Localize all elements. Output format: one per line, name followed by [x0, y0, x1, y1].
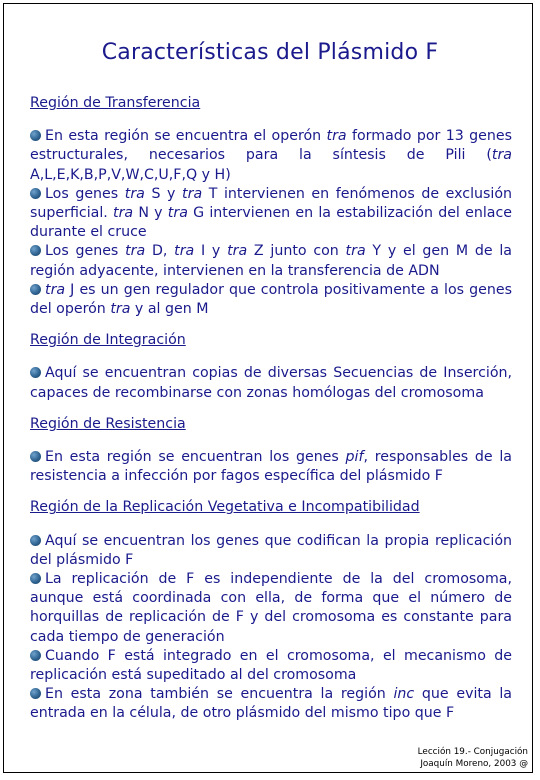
- bullet-dot-icon: [30, 688, 41, 699]
- bullet-dot-icon: [30, 284, 41, 295]
- section-heading: Región de la Replicación Vegetativa e Incompatibilidad: [30, 499, 420, 516]
- bullet-text: I y: [194, 243, 228, 260]
- bullet-text: En esta región se encuentran los genes: [45, 449, 346, 466]
- bullet-text: Los genes: [45, 243, 126, 260]
- italic-term: tra: [167, 205, 188, 222]
- bullet-item: [30, 127, 512, 185]
- bullet-text: A,L,E,K,B,P,V,W,C,U,F,Q y H): [30, 166, 231, 183]
- bullet-dot-icon: [30, 535, 41, 546]
- italic-term: tra: [125, 243, 146, 260]
- bullet-text: La replicación de F es independiente de la del cromosoma, aunque está coordinada con ella, de forma que el número de horquillas de replicación de F y del cromosoma es constante para cada tiempo de generación: [30, 571, 512, 645]
- bullet-text: , responsables de la resistencia a infección por fagos específica del plásmido F: [30, 449, 512, 485]
- bullet-list: [30, 532, 512, 724]
- section: [30, 415, 512, 487]
- bullet-text: En esta región se encuentra el operón: [45, 128, 327, 145]
- bullet-dot-icon: [30, 451, 41, 462]
- bullet-text: Z junto con: [247, 243, 346, 260]
- bullet-text: S y: [144, 185, 183, 202]
- content: [30, 94, 512, 724]
- italic-term: tra: [491, 147, 512, 164]
- bullet-item: [30, 185, 512, 243]
- bullet-text: G intervienen en la estabilización del enlace durante el cruce: [30, 205, 512, 241]
- italic-term: tra: [326, 128, 347, 145]
- bullet-item: [30, 647, 512, 685]
- bullet-dot-icon: [30, 367, 41, 378]
- italic-term: pif: [345, 449, 364, 466]
- bullet-item: [30, 281, 512, 319]
- section-heading: Región de Integración: [30, 332, 186, 349]
- bullet-item: [30, 570, 512, 647]
- bullet-text: N y: [133, 205, 168, 222]
- bullet-text: Los genes: [45, 185, 125, 202]
- italic-term: tra: [174, 243, 195, 260]
- section-heading: Región de Transferencia: [30, 95, 201, 111]
- bullet-text: Cuando F está integrado en el cromosoma, el mecanismo de replicación está supeditado al del cromosoma: [30, 647, 512, 684]
- bullet-text: D,: [145, 243, 175, 260]
- bullet-dot-icon: [30, 573, 41, 584]
- italic-term: tra: [45, 281, 66, 298]
- bullet-text: formado por 13 genes estructurales, necesarios para la síntesis de Pili (: [30, 128, 512, 164]
- italic-term: tra: [345, 243, 366, 260]
- bullet-dot-icon: [30, 650, 41, 661]
- italic-term: tra: [110, 301, 131, 318]
- footer-author: Joaquín Moreno, 2003 @: [420, 759, 528, 769]
- bullet-dot-icon: [30, 188, 41, 199]
- bullet-text: Y y el gen M de la región adyacente, intervienen en la transferencia de ADN: [30, 243, 512, 279]
- italic-term: tra: [124, 185, 145, 202]
- bullet-list: [30, 364, 512, 402]
- italic-term: tra: [113, 205, 134, 222]
- italic-term: tra: [182, 185, 203, 202]
- bullet-list: [30, 448, 512, 486]
- bullet-text: J es un gen regulador que controla positivamente a los genes del operón: [30, 281, 512, 318]
- footer: [418, 746, 528, 770]
- section: [30, 498, 512, 723]
- bullet-item: [30, 532, 512, 570]
- bullet-item: [30, 685, 512, 723]
- bullet-text: Aquí se encuentran los genes que codifican la propia replicación del plásmido F: [30, 532, 512, 568]
- bullet-list: [30, 127, 512, 319]
- bullet-item: [30, 242, 512, 280]
- section: [30, 94, 512, 319]
- bullet-dot-icon: [30, 130, 41, 141]
- bullet-text: T intervienen en fenómenos de exclusión superficial.: [30, 185, 513, 222]
- page-title: Características del Plásmido F: [101, 40, 439, 65]
- section: [30, 331, 512, 403]
- bullet-text: En esta zona también se encuentra la región: [45, 686, 394, 703]
- italic-term: inc: [393, 686, 415, 703]
- italic-term: tra: [227, 243, 248, 260]
- footer-lesson: Lección 19.- Conjugación: [417, 747, 528, 757]
- bullet-text: que evita la entrada en la célula, de otro plásmido del mismo tipo que F: [30, 686, 512, 722]
- bullet-dot-icon: [30, 245, 41, 256]
- bullet-text: y al gen M: [130, 301, 209, 318]
- bullet-text: Aquí se encuentran copias de diversas Secuencias de Inserción, capaces de recombinarse con zonas homólogas del cromosoma: [30, 365, 512, 401]
- section-heading: Región de Resistencia: [30, 415, 186, 432]
- bullet-item: [30, 364, 512, 402]
- bullet-item: [30, 448, 512, 486]
